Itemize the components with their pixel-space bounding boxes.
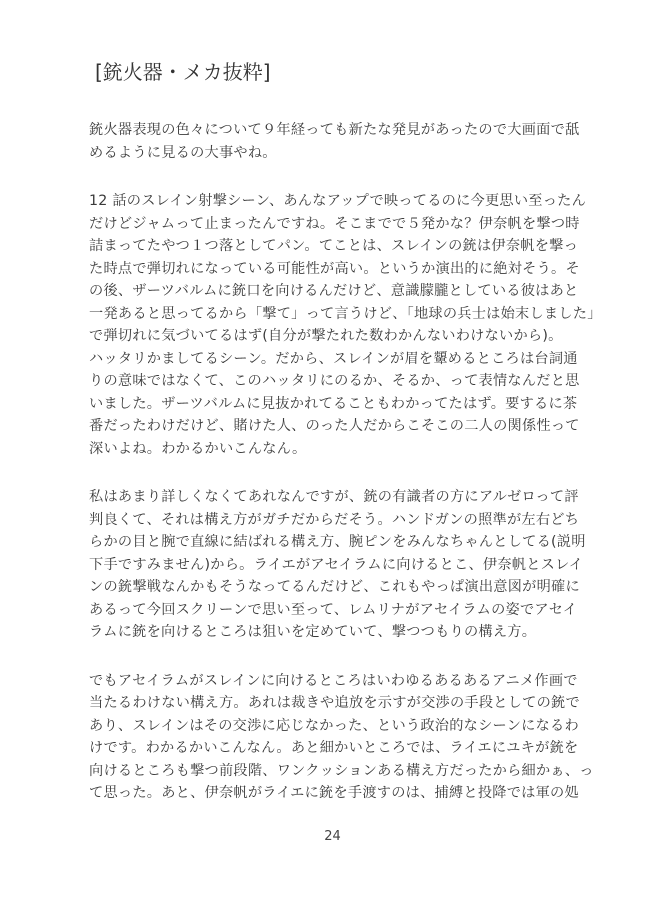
section-title: [銃火器・メカ抜粋] — [95, 60, 271, 84]
text-line: で弾切れに気づいてるはず(自分が撃たれた数わかんないわけないから)。 — [89, 328, 563, 344]
text-line: 下手ですみません)から。ライエがアセイラムに向けるとこ、伊奈帆とスレイ — [89, 556, 584, 573]
text-line: 番だったわけだけど、賭けた人、のった人だからこそこの二人の関係性って — [89, 418, 580, 434]
text-line: けです。わかるかいこんなん。あと細かいところでは、ライエにユキが銃を — [89, 740, 579, 756]
text-line: あり、スレインはその交渉に応じなかった、という政治的なシーンになるわ — [89, 717, 579, 734]
text-line: いました。ザーツバルムに見抜かれてることもわかってたはず。要するに茶 — [89, 395, 578, 412]
page-number: 24 — [324, 829, 341, 844]
text-line: の後、ザーツバルムに銃口を向けるんだけど、意識朦朧としている彼はあと — [89, 283, 579, 299]
paragraph-3 — [89, 486, 586, 644]
text-line: 深いよね。わかるかいこんなん。 — [89, 440, 307, 457]
text-line: た時点で弾切れになっている可能性が高い。というか演出的に絶対そう。そ — [89, 260, 580, 277]
text-line: めるように見るの大事やね。 — [89, 144, 277, 161]
text-line: 一発あると思ってるから「撃て」って言うけど、「地球の兵士は始末しました」 — [89, 305, 602, 322]
paragraph-1 — [89, 119, 579, 164]
text-line: 私はあまり詳しくなくてあれなんですが、銃の有識者の方にアルゼロって評 — [89, 489, 579, 505]
text-line: らかの目と腕で直線に結ばれる構え方、腕ピンをみんなちゃんとしてる(説明 — [89, 534, 586, 550]
paragraph-4 — [89, 670, 594, 805]
text-line: ラムに銃を向けるところは狙いを定めていて、撃つつもりの構え方。 — [89, 624, 537, 640]
text-line: て思った。あと、伊奈帆がライエに銃を手渡すのは、捕縛と投降では軍の処 — [89, 785, 579, 801]
text-line: 当たるわけない構え方。あれは裁きや追放を示すが交渉の手段としての銃で — [89, 695, 580, 711]
text-line: ハッタリかましてるシーン。だから、スレインが眉を顰めるところは台詞通 — [89, 350, 578, 367]
text-line: でもアセイラムがスレインに向けるところはいわゆるあるあるアニメ作画で — [89, 672, 578, 689]
text-line: 詰まってたやつ１つ落としてパン。てことは、スレインの銃は伊奈帆を撃っ — [89, 238, 579, 254]
body-text — [89, 119, 602, 831]
text-line: 向けるところも撃つ前段階、ワンクッションある構え方だったから細かぁ、っ — [89, 762, 594, 779]
text-line: だけどジャムって止まったんですね。そこまでで５発かな？伊奈帆を撃つ時 — [89, 215, 580, 232]
paragraph-2 — [89, 190, 602, 460]
text-line: 判良くて、それは構え方がガチだからだそう。ハンドガンの照準が左右どち — [89, 511, 580, 528]
text-line: りの意味ではなくて、このハッタリにのるか、そるか、って表情なんだと思 — [89, 373, 580, 389]
text-line: あるって今回スクリーンで思い至って、レムリナがアセイラムの姿でアセイ — [89, 601, 578, 618]
text-line: ンの銃撃戦なんかもそうなってるんだけど、これもやっぱ演出意図が明確に — [89, 579, 580, 595]
text-line: 12 話のスレイン射撃シーン、あんなアップで映ってるのに今更思い至ったん — [89, 193, 587, 209]
text-line: 銃火器表現の色々について９年経っても新たな発見があったので大画面で舐 — [89, 122, 580, 138]
